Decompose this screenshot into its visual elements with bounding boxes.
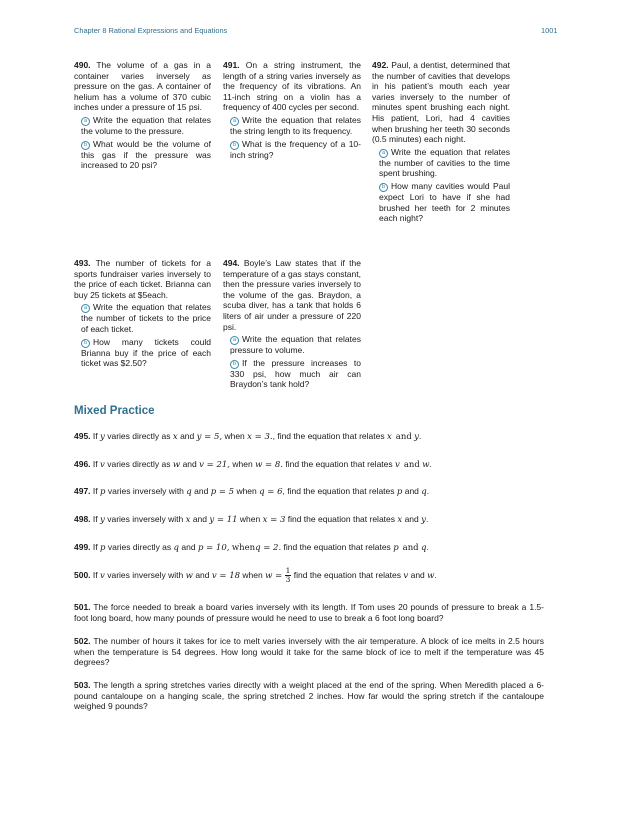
var: q — [173, 543, 179, 553]
text: and — [180, 431, 195, 441]
part-b-text: How many tickets could Brianna buy if the price of each ticket was $2.50? — [81, 336, 211, 369]
text: varies directly as — [107, 459, 171, 469]
text: If — [92, 431, 98, 441]
part-a-text: Write the equation that relates the string length to its frequency. — [230, 114, 361, 136]
text: If — [92, 486, 98, 496]
problem-494 — [223, 258, 361, 390]
text: when — [239, 514, 261, 524]
part-b-badge: b — [379, 183, 388, 192]
var: v — [100, 570, 105, 581]
problem-number: 490. — [74, 60, 91, 70]
problem-number: 492. — [372, 60, 389, 70]
part-b-text: How many cavities would Paul expect Lori to have if she had brushed her teeth for 2 minutes each night? — [379, 180, 510, 224]
problem-493 — [74, 258, 211, 369]
condition: p = 5 — [210, 487, 235, 497]
problem-text: On a string instrument, the length of a string varies inversely as the frequency of its vibrations. An 11-inch string on a violin has a frequency of 400 cycles per second. — [223, 60, 361, 113]
fraction-denominator: 3 — [285, 575, 291, 584]
condition: w = — [265, 570, 283, 581]
text: . — [425, 514, 429, 524]
text: and — [402, 543, 419, 553]
part-b-badge: b — [81, 141, 90, 150]
text: varies inversely with — [107, 486, 184, 496]
problem-490 — [74, 60, 211, 171]
problem-text: The length a spring stretches varies directly with a weight placed at the end of the spring. When Meredith placed a 6-pound cantaloupe on a hanging scale, the spring stretched 2 inches. How far would the spring stretch if the cantaloupe weighed 9 pounds? — [74, 680, 544, 712]
part-b-badge: b — [81, 339, 90, 348]
problem-495 — [74, 431, 552, 443]
condition: v = 18 — [211, 570, 241, 581]
var: w — [427, 570, 435, 581]
part-b-badge: b — [230, 141, 239, 150]
var: q — [421, 487, 427, 497]
problem-502 — [74, 636, 544, 668]
text: when — [242, 569, 263, 580]
part-b-text: What would be the volume of this gas if the pressure was increased to 20 psi? — [81, 138, 211, 171]
part-b-text: If the pressure increases to 330 psi, how much air can Braydon’s tank hold? — [230, 357, 361, 390]
problem-503 — [74, 680, 544, 712]
problem-492 — [372, 60, 510, 224]
part-b — [230, 358, 361, 390]
text: . — [429, 459, 432, 469]
var: q — [421, 543, 427, 553]
fraction — [285, 567, 292, 584]
problem-text: The number of tickets for a sports fundraiser varies inversely to the price of each ticket. Brianna can buy 25 tickets at $5each. — [74, 258, 211, 300]
problem-number: 502. — [74, 636, 91, 646]
problem-496 — [74, 459, 552, 471]
problem-text: Paul, a dentist, determined that the number of cavities that develops in his patient’s mouth each year varies inversely to the number of minutes spent brushing each night. His patient, Lori, had 4 cavities when brushing her teeth 30 seconds (0.5 minutes) each night. — [372, 60, 510, 145]
text: find the equation that relates — [293, 569, 402, 580]
part-a-badge: a — [230, 117, 239, 126]
part-a-text: Write the equation that relates the number of cavities to the time spent brushing. — [379, 146, 510, 179]
problem-number: 494. — [223, 258, 240, 268]
condition: p = 10, — [197, 543, 230, 553]
text: find the equation that relates — [285, 459, 393, 469]
part-b — [81, 139, 211, 171]
part-a — [230, 334, 361, 356]
text: varies directly as — [107, 542, 172, 552]
var: x — [172, 432, 178, 442]
problem-text: Boyle’s Law states that if the temperature of a gas stays constant, then the pressure varies inversely to the volume of the gas. Braydon, a scuba diver, has a tank that holds 6 liters of air under a pressure of 220 psi. — [223, 258, 361, 332]
text: . — [426, 542, 429, 552]
text: and — [182, 459, 197, 469]
part-a — [230, 115, 361, 137]
condition: x = 3. — [247, 432, 273, 442]
text: , find the equation that relates — [272, 431, 385, 441]
text: If — [92, 459, 98, 469]
part-b-badge: b — [230, 360, 239, 369]
text: If — [92, 569, 98, 580]
problem-number: 493. — [74, 258, 91, 268]
text: and — [403, 460, 420, 470]
problem-number: 498. — [74, 514, 91, 524]
problem-text: The force needed to break a board varies inversely with its length. If Tom uses 20 pounds of pressure to break a 1.5-foot long board, how many pounds of pressure would he need to use to break a 6 foot long board? — [74, 602, 544, 623]
var: y — [100, 432, 105, 442]
problem-text: The volume of a gas in a container varies inversely as pressure on the gas. A container of helium has a volume of 370 cubic inches under a pressure of 15 psi. — [74, 60, 211, 113]
var: p — [100, 543, 106, 553]
problem-number: 500. — [74, 569, 91, 580]
text: , find the equation that relates — [282, 486, 395, 496]
chapter-header: Chapter 8 Rational Expressions and Equations — [74, 26, 228, 35]
text: find the equation that relates — [287, 514, 396, 524]
part-a-badge: a — [230, 336, 239, 345]
problem-number: 497. — [74, 486, 91, 496]
var: w — [422, 460, 430, 470]
problem-499 — [74, 542, 552, 554]
part-a-badge: a — [379, 149, 388, 158]
text: and — [404, 514, 419, 524]
part-b — [230, 139, 361, 161]
text: . — [418, 431, 422, 441]
text: when — [224, 431, 245, 441]
var: p — [396, 487, 403, 497]
part-a-badge: a — [81, 304, 90, 313]
text: and — [395, 432, 412, 442]
condition: v = 21, — [199, 460, 230, 470]
problem-number: 503. — [74, 680, 91, 690]
text: varies inversely with — [107, 514, 184, 524]
text: when — [236, 486, 257, 496]
part-b — [81, 337, 211, 369]
problem-number: 495. — [74, 431, 91, 441]
text: and — [195, 569, 210, 580]
page-number: 1001 — [541, 26, 558, 35]
text: . — [434, 569, 437, 580]
condition: w = 8. — [255, 460, 283, 470]
part-a-text: Write the equation that relates the volume to the pressure. — [81, 114, 211, 136]
problem-501 — [74, 602, 544, 623]
text: and — [181, 542, 196, 552]
part-a-badge: a — [81, 117, 90, 126]
text: . — [426, 486, 430, 496]
text: If — [92, 542, 98, 552]
fraction-numerator: 1 — [285, 566, 291, 575]
condition: y = 11 — [209, 515, 238, 525]
text: and — [192, 514, 208, 524]
var: y — [414, 432, 419, 442]
var: y — [100, 515, 105, 525]
problem-text: The number of hours it takes for ice to melt varies inversely with the air temperature. A block of ice melts in 2.5 hours when the temperature is 54 degrees. How long would it take for the same block of ice to melt if the temperature was 45 degrees? — [74, 636, 544, 668]
var: v — [403, 570, 409, 581]
text: and — [410, 569, 425, 580]
var: y — [421, 515, 426, 525]
var: p — [393, 543, 399, 553]
var: x — [185, 515, 191, 525]
section-title: Mixed Practice — [74, 405, 155, 417]
problem-500 — [74, 567, 552, 584]
var: w — [185, 570, 193, 581]
part-a-text: Write the equation that relates pressure to volume. — [230, 334, 361, 356]
condition: q = 6 — [259, 487, 283, 497]
part-a — [81, 302, 211, 334]
part-b — [379, 181, 510, 224]
part-a — [81, 115, 211, 137]
var: x — [397, 515, 403, 525]
text: If — [92, 514, 98, 524]
var: v — [100, 460, 105, 470]
part-a-text: Write the equation that relates the number of tickets to the price of each ticket. — [81, 302, 211, 334]
text: when — [232, 459, 253, 469]
text: varies directly as — [107, 431, 171, 441]
problem-number: 496. — [74, 459, 91, 469]
var: v — [395, 460, 400, 470]
problem-498 — [74, 514, 552, 526]
text: and — [404, 486, 419, 496]
problem-number: 491. — [223, 60, 240, 70]
condition: q = 2. — [255, 543, 282, 553]
problem-number: 499. — [74, 542, 91, 552]
text: varies inversely with — [107, 569, 184, 580]
var: p — [100, 487, 106, 497]
problem-number: 501. — [74, 602, 91, 612]
problem-491 — [223, 60, 361, 160]
condition: y = 5, — [196, 432, 223, 442]
text: and — [194, 486, 209, 496]
var: w — [172, 460, 181, 470]
var: q — [186, 487, 192, 497]
condition: x = 3 — [262, 515, 286, 525]
text: when — [231, 543, 256, 553]
part-b-text: What is the frequency of a 10-inch string? — [230, 138, 361, 160]
problem-497 — [74, 486, 552, 498]
part-a — [379, 147, 510, 179]
text: find the equation that relates — [283, 542, 391, 552]
var: x — [386, 432, 392, 442]
